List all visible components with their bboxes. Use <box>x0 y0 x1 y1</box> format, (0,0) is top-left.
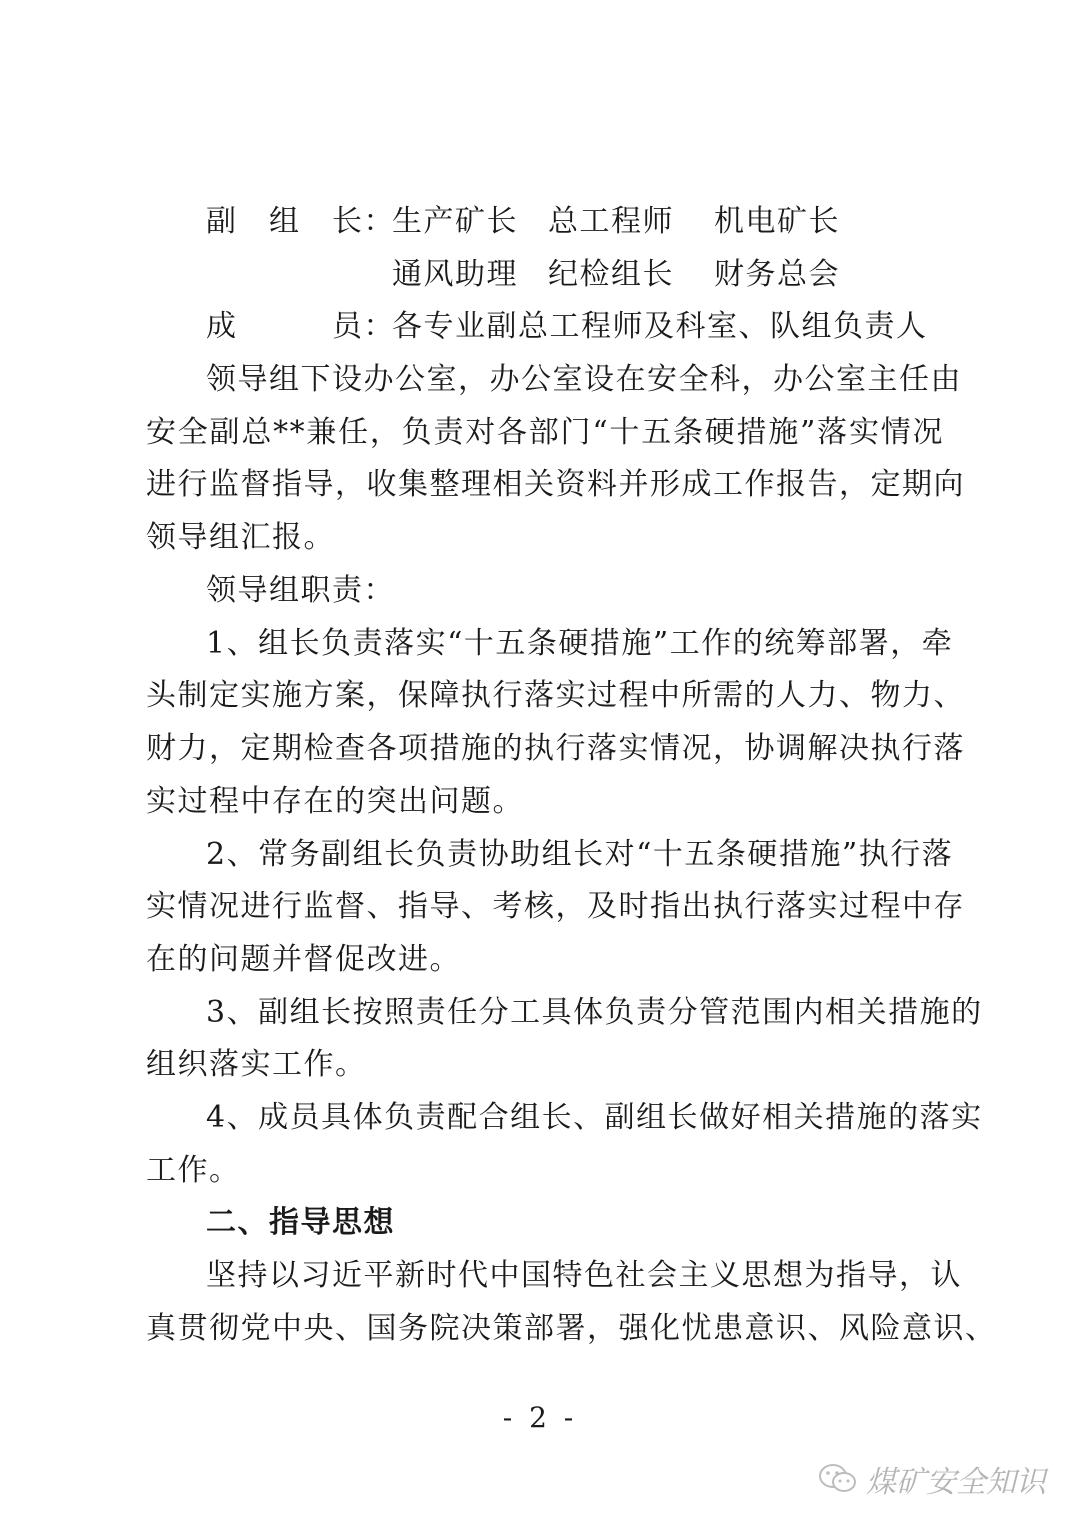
section-paragraph-line: 坚持以习近平新时代中国特色社会主义思想为指导，认 <box>206 1258 962 1293</box>
duty-item-line: 财力，定期检查各项措施的执行落实情况，协调解决执行落 <box>146 731 965 766</box>
watermark-text: 煤矿安全知识 <box>866 1465 1046 1500</box>
duty-item-line: 1、组长负责落实“十五条硬措施”工作的统筹部署，牵 <box>206 626 954 661</box>
members-label: 成 员： <box>206 309 395 344</box>
office-paragraph-line: 领导组汇报。 <box>146 520 335 555</box>
duty-item-line: 3、副组长按照责任分工具体负责分管范围内相关措施的 <box>206 995 983 1030</box>
duties-heading: 领导组职责： <box>206 573 395 608</box>
deputy-leader-name: 机电矿长 <box>714 204 840 239</box>
deputy-leader-name: 通风助理 <box>392 257 518 292</box>
duty-item-line: 头制定实施方案，保障执行落实过程中所需的人力、物力、 <box>146 678 965 713</box>
wechat-icon <box>818 1462 858 1496</box>
section-paragraph-line: 真贯彻党中央、国务院决策部署，强化忧患意识、风险意识、 <box>146 1311 997 1346</box>
members-value: 各专业副总工程师及科室、队组负责人 <box>392 309 928 344</box>
duty-item-line: 实情况进行监督、指导、考核，及时指出执行落实过程中存 <box>146 889 965 924</box>
deputy-leader-name: 总工程师 <box>548 204 674 239</box>
duty-item-line: 工作。 <box>146 1153 241 1188</box>
section-heading: 二、指导思想 <box>206 1205 395 1240</box>
office-paragraph-line: 领导组下设办公室，办公室设在安全科，办公室主任由 <box>206 362 962 397</box>
deputy-leader-name: 生产矿长 <box>392 204 518 239</box>
duty-item-line: 组织落实工作。 <box>146 1047 367 1082</box>
office-paragraph-line: 安全副总**兼任，负责对各部门“十五条硬措施”落实情况 <box>146 415 944 450</box>
office-paragraph-line: 进行监督指导，收集整理相关资料并形成工作报告，定期向 <box>146 467 965 502</box>
deputy-leader-label: 副 组 长： <box>206 204 395 239</box>
page-number: - 2 - <box>502 1401 578 1434</box>
watermark <box>818 1457 1046 1501</box>
duty-item-line: 4、成员具体负责配合组长、副组长做好相关措施的落实 <box>206 1100 983 1135</box>
duty-item-line: 实过程中存在的突出问题。 <box>146 784 524 819</box>
deputy-leader-name: 纪检组长 <box>548 257 674 292</box>
deputy-leader-name: 财务总会 <box>714 257 840 292</box>
duty-item-line: 2、常务副组长负责协助组长对“十五条硬措施”执行落 <box>206 837 954 872</box>
duty-item-line: 在的问题并督促改进。 <box>146 942 461 977</box>
